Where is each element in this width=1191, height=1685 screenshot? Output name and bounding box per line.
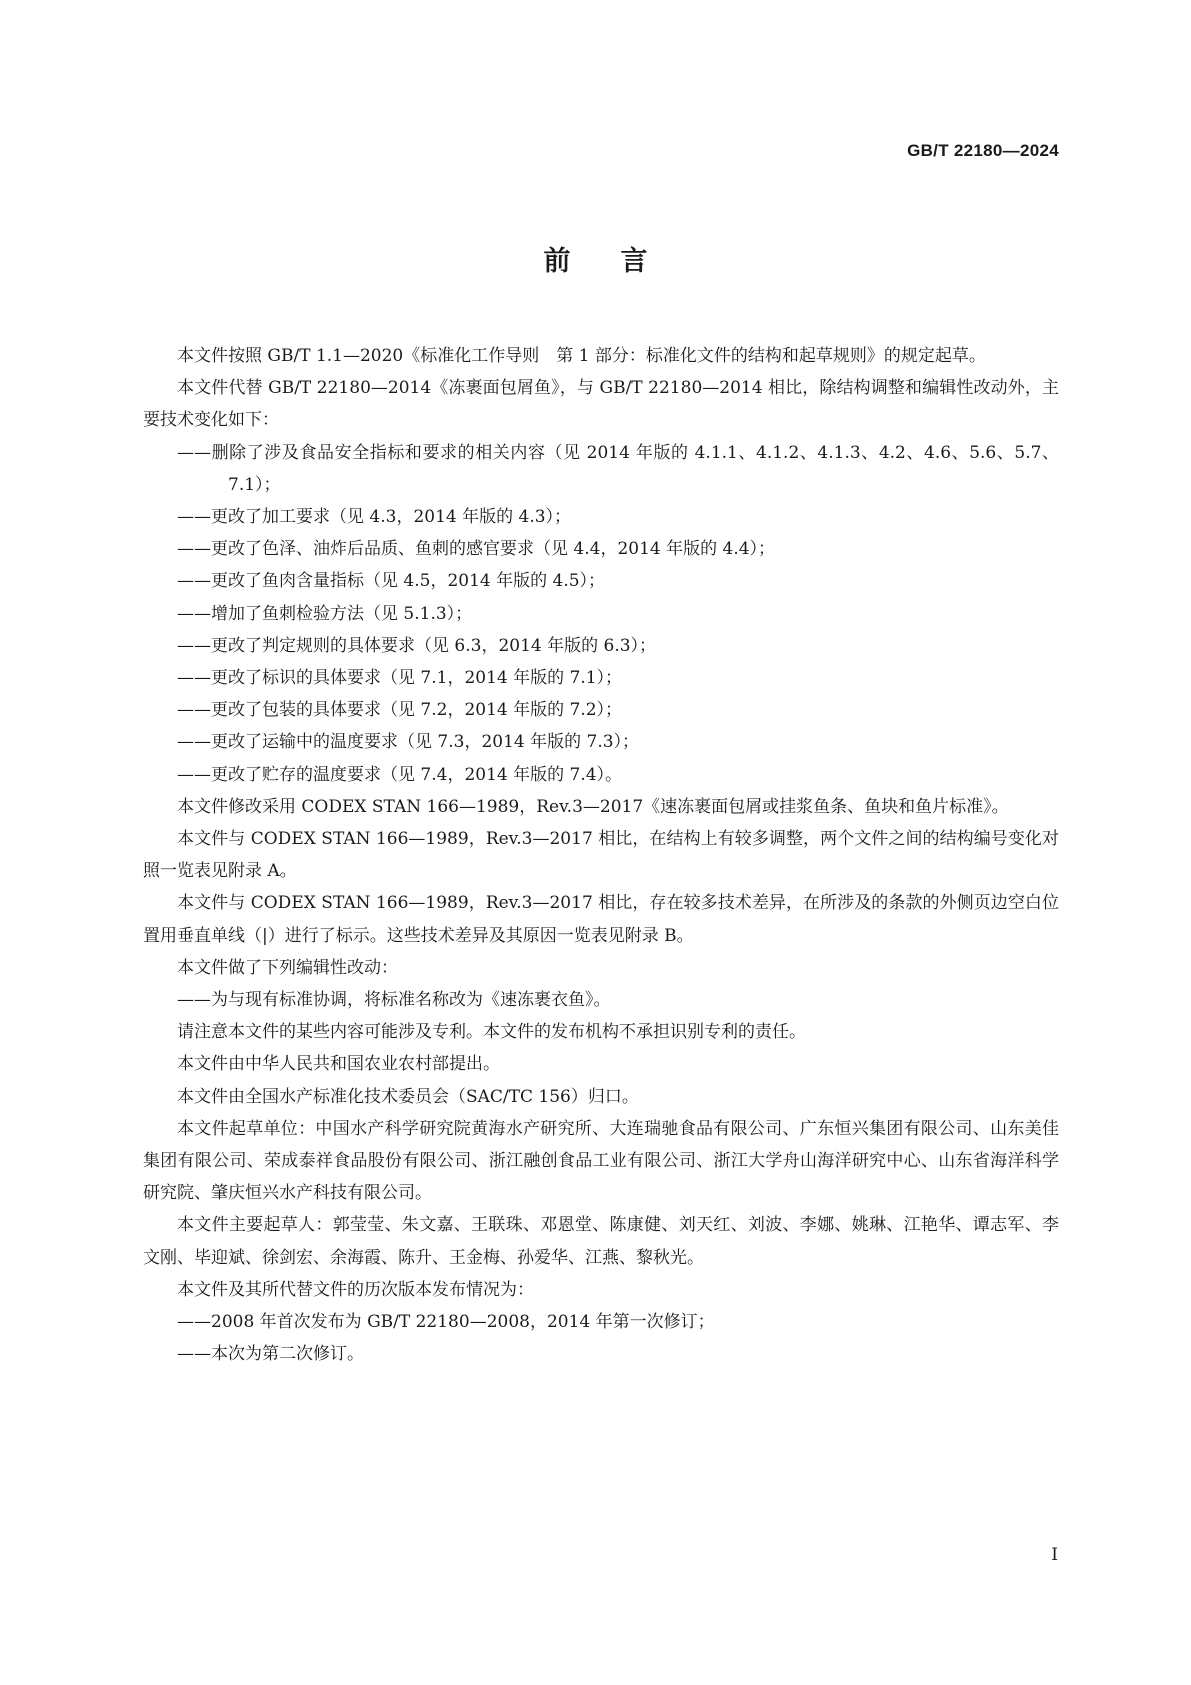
change-item: ——删除了涉及食品安全指标和要求的相关内容（见 2014 年版的 4.1.1、4.1.2、4.1.3、4.2、4.6、5.6、5.7、7.1）； xyxy=(177,442,1059,495)
paragraph-drafting-units: 本文件起草单位：中国水产科学研究院黄海水产研究所、大连瑞驰食品有限公司、广东恒兴集团有限公司、山东美佳集团有限公司、荣成泰祥食品股份有限公司、浙江融创食品工业有限公司、浙江大学舟山海洋研究中心、山东省海洋科学研究院、肇庆恒兴水产科技有限公司。 xyxy=(143,1118,1059,1204)
standard-code: GB/T 22180—2024 xyxy=(907,141,1059,160)
paragraph-codex-structure: 本文件与 CODEX STAN 166—1989，Rev.3—2017 相比，在结构上有较多调整，两个文件之间的结构编号变化对照一览表见附录 A。 xyxy=(143,829,1059,882)
change-item: ——更改了运输中的温度要求（见 7.3，2014 年版的 7.3）； xyxy=(177,732,640,753)
change-item: ——更改了色泽、油炸后品质、鱼刺的感官要求（见 4.4，2014 年版的 4.4）； xyxy=(177,539,776,560)
paragraph-editorial: 本文件做了下列编辑性改动： xyxy=(177,957,398,978)
change-item: ——更改了标识的具体要求（见 7.1，2014 年版的 7.1）； xyxy=(177,668,623,689)
page-title: 前言 xyxy=(543,246,698,277)
paragraph-drafters: 本文件主要起草人：郭莹莹、朱文嘉、王联珠、邓恩堂、陈康健、刘天红、刘波、李娜、姚琳、江艳华、谭志军、李文刚、毕迎斌、徐剑宏、余海霞、陈升、王金梅、孙爱华、江燕、黎秋光。 xyxy=(143,1215,1059,1268)
change-item: ——更改了判定规则的具体要求（见 6.3，2014 年版的 6.3）； xyxy=(177,635,657,656)
document-body xyxy=(143,340,1059,1371)
paragraph-committee: 本文件由全国水产标准化技术委员会（SAC/TC 156）归口。 xyxy=(177,1086,639,1107)
paragraph-replace: 本文件代替 GB/T 22180—2014《冻裹面包屑鱼》，与 GB/T 22180—2014 相比，除结构调整和编辑性改动外，主要技术变化如下： xyxy=(143,378,1059,431)
change-item: ——更改了鱼肉含量指标（见 4.5，2014 年版的 4.5）； xyxy=(177,571,606,592)
history-item: ——本次为第二次修订。 xyxy=(177,1344,364,1365)
paragraph-intro: 本文件按照 GB/T 1.1—2020《标准化工作导则 第 1 部分：标准化文件的结构和起草规则》的规定起草。 xyxy=(177,346,986,366)
change-item: ——更改了加工要求（见 4.3，2014 年版的 4.3）； xyxy=(177,507,572,528)
paragraph-history: 本文件及其所代替文件的历次版本发布情况为： xyxy=(177,1279,534,1300)
change-item: ——更改了贮存的温度要求（见 7.4，2014 年版的 7.4）。 xyxy=(177,764,623,785)
editorial-item: ——为与现有标准协调，将标准名称改为《速冻裹衣鱼》。 xyxy=(177,990,611,1011)
paragraph-patent: 请注意本文件的某些内容可能涉及专利。本文件的发布机构不承担识别专利的责任。 xyxy=(177,1022,806,1043)
paragraph-codex-tech: 本文件与 CODEX STAN 166—1989，Rev.3—2017 相比，存在较多技术差异，在所涉及的条款的外侧页边空白位置用垂直单线（|）进行了标示。这些技术差异及其原因一览表见附录 B。 xyxy=(143,893,1059,946)
change-item: ——增加了鱼刺检验方法（见 5.1.3）； xyxy=(177,603,473,624)
paragraph-codex-adopt: 本文件修改采用 CODEX STAN 166—1989，Rev.3—2017《速冻裹面包屑或挂浆鱼条、鱼块和鱼片标准》。 xyxy=(177,796,1009,817)
paragraph-proposer: 本文件由中华人民共和国农业农村部提出。 xyxy=(177,1054,500,1075)
history-item: ——2008 年首次发布为 GB/T 22180—2008，2014 年第一次修订； xyxy=(177,1312,715,1333)
page-number: I xyxy=(1051,1545,1058,1565)
change-item: ——更改了包装的具体要求（见 7.2，2014 年版的 7.2）； xyxy=(177,700,623,721)
